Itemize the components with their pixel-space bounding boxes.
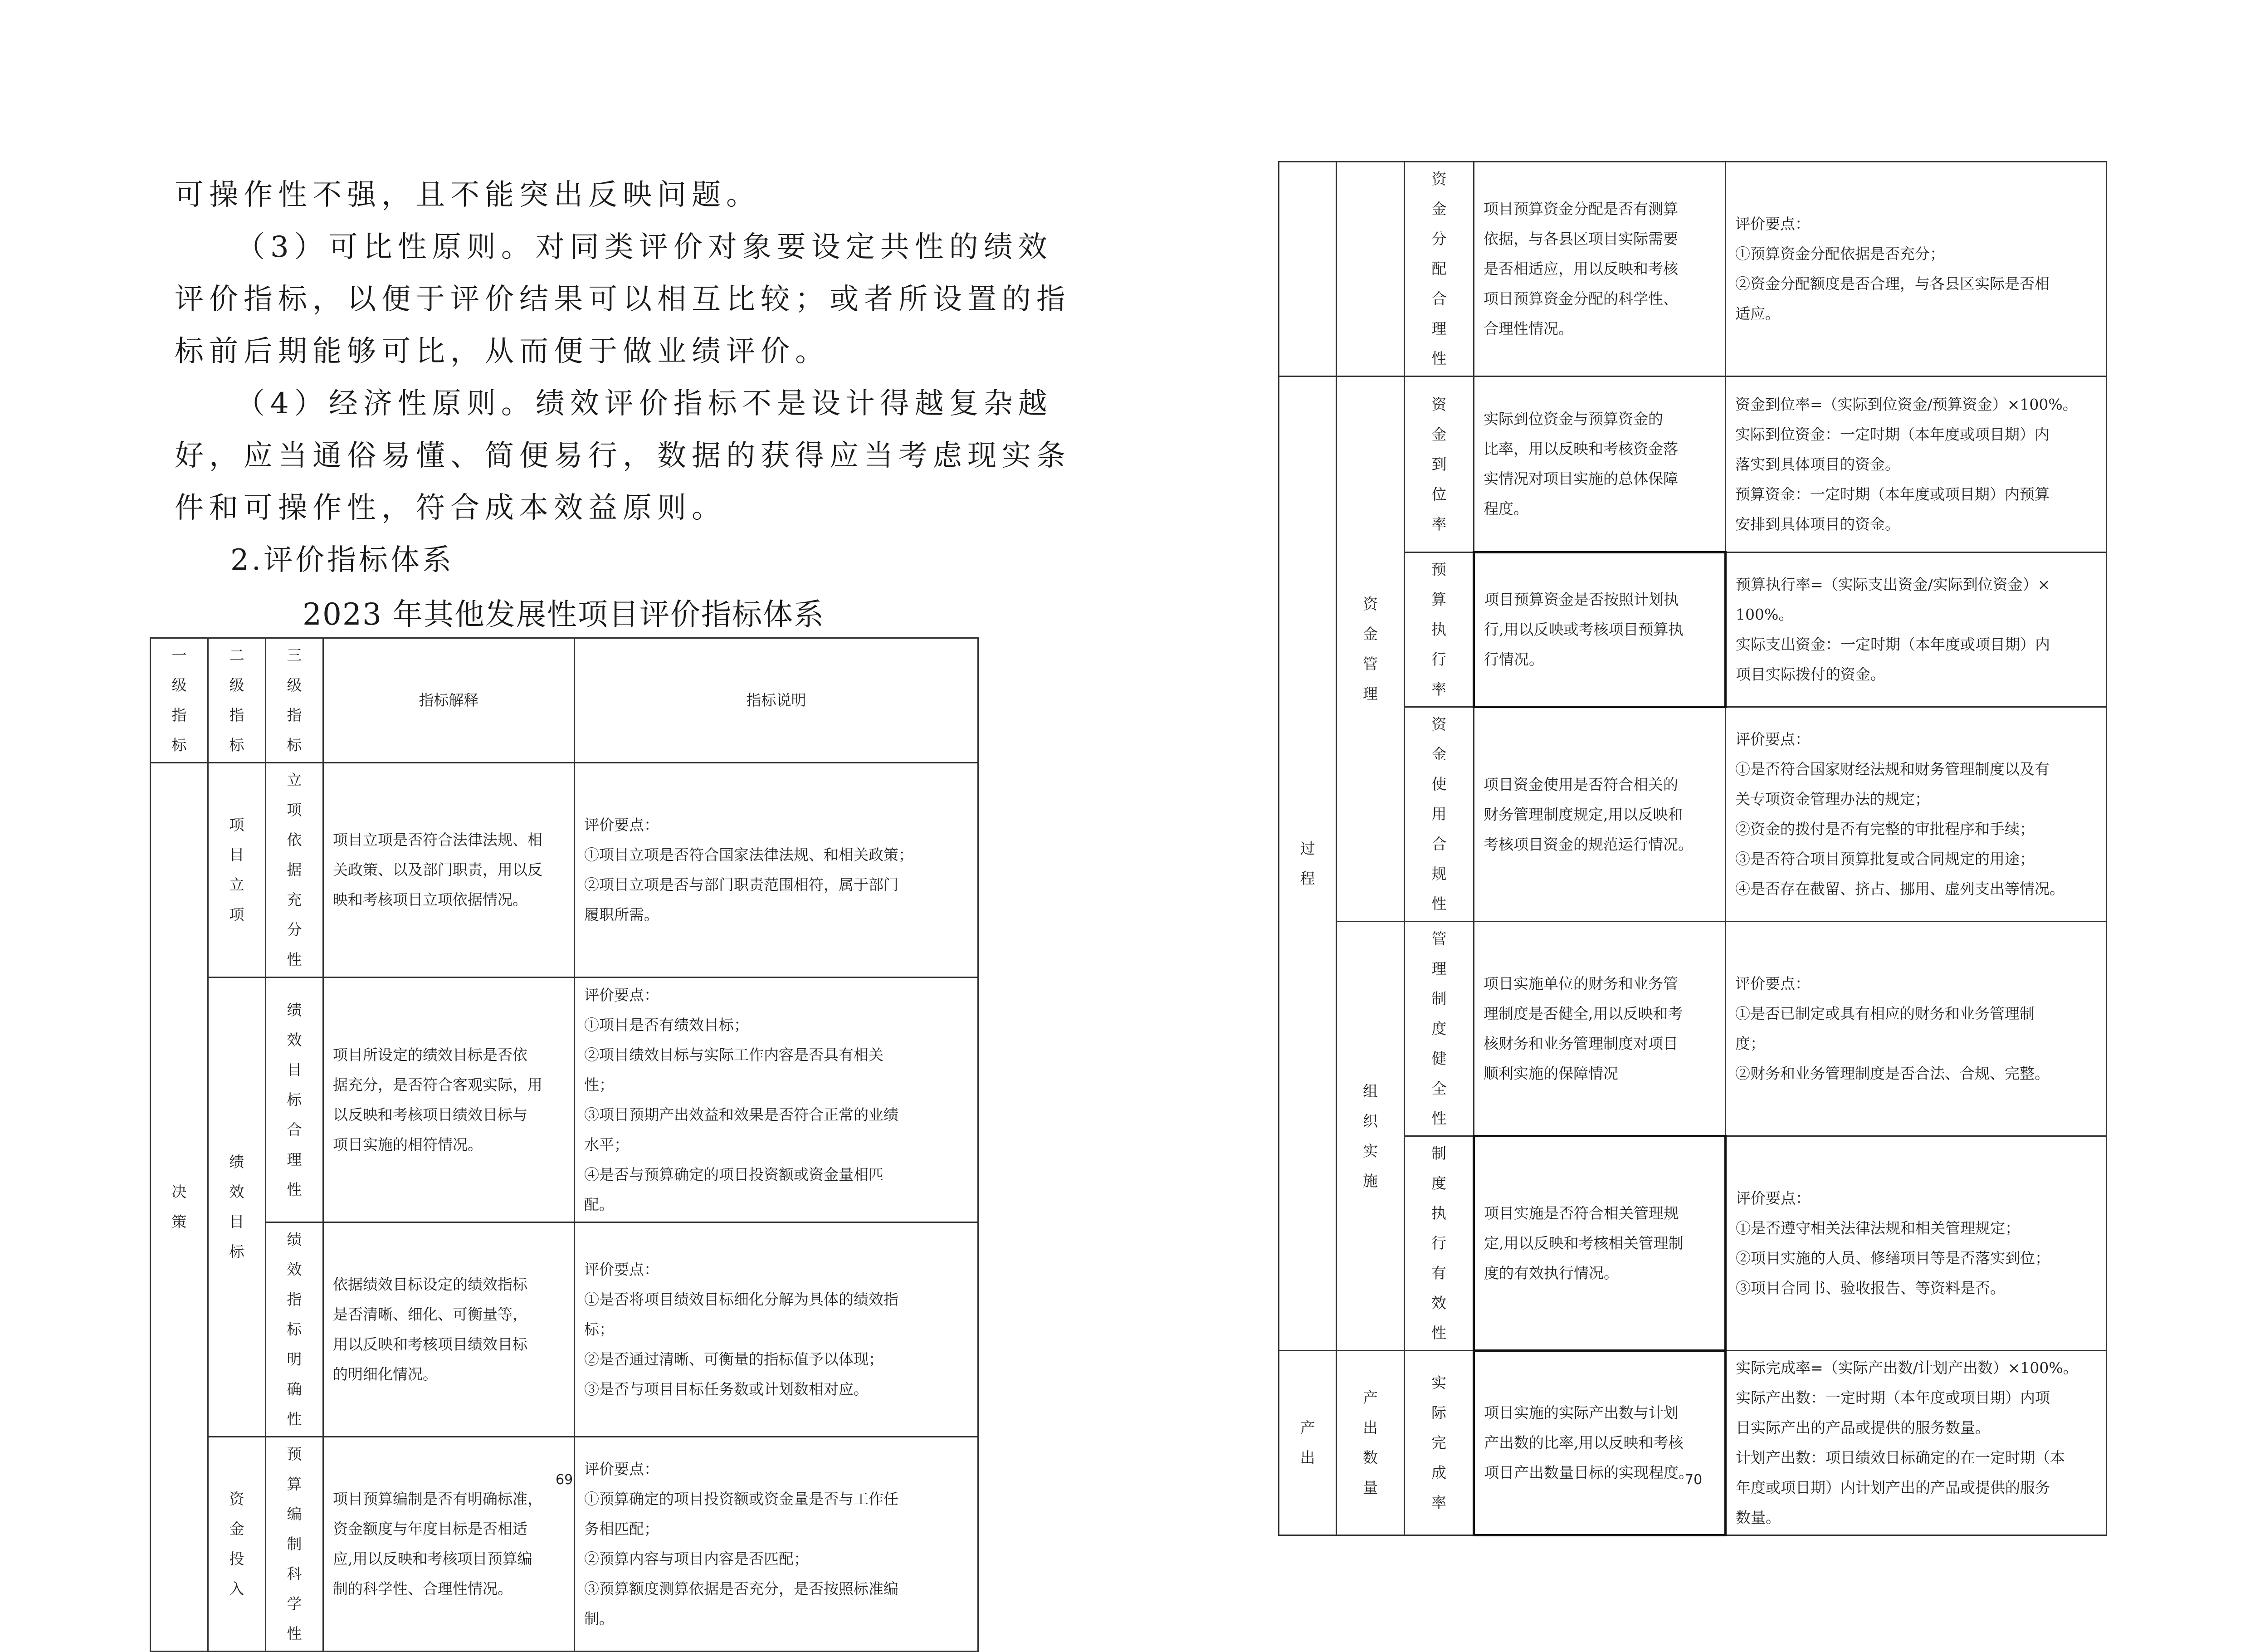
cell-text-line: 项目预算资金分配的科学性、	[1484, 290, 1678, 308]
explanation-cell	[323, 978, 575, 1222]
cell-text-line: 项目实际拨付的资金。	[1736, 665, 1885, 683]
cell-text-line: 项目预算资金分配是否有测算	[1484, 200, 1678, 218]
table-row	[151, 1437, 978, 1652]
cell-text-line: 标；	[584, 1320, 614, 1338]
cell-text-line: 项目实施是否符合相关管理规	[1484, 1204, 1679, 1222]
cell-text-line: 的明细化情况。	[333, 1365, 438, 1383]
header-level3: 三级指标	[266, 638, 323, 763]
paragraph-line: （3）可比性原则。对同类评价对象要设定共性的绩效	[236, 230, 1053, 264]
cell-text-line: 项目立项是否符合法律法规、相	[333, 831, 542, 849]
table-header-row	[151, 638, 978, 763]
cell-text-line: 资金到位率=（实际到位资金/预算资金）×100%。	[1735, 395, 2078, 413]
page-number: 70	[1685, 1472, 1703, 1488]
cell-text-line: 预算资金：一定时期（本年度或项目期）内预算	[1735, 485, 2050, 503]
cell-text-line: ③项目预期产出效益和效果是否符合正常的业绩	[584, 1105, 898, 1124]
cell-text-line: 实际支出资金：一定时期（本年度或项目期）内	[1736, 635, 2050, 653]
level3-cell: 资金到位率	[1405, 376, 1474, 552]
explanation-cell	[323, 1437, 575, 1652]
level3-cell: 资金分配合理性	[1405, 162, 1474, 376]
cell-text-line: ③项目合同书、验收报告、等资料是否。	[1736, 1279, 2005, 1297]
description-cell	[1726, 922, 2107, 1136]
cell-text-line: ③是否与项目目标任务数或计划数相对应。	[584, 1380, 869, 1398]
description-cell	[1726, 707, 2107, 922]
cell-text-line: 年度或项目期）内计划产出的产品或提供的服务	[1736, 1479, 2050, 1496]
cell-text-line: 落实到具体项目的资金。	[1735, 455, 1900, 473]
cell-text-line: 适应。	[1735, 305, 1780, 323]
cell-text-line: 资金额度与年度目标是否相适	[333, 1520, 527, 1538]
level2-cell: 组织实施	[1337, 922, 1405, 1351]
cell-text-line: 项目预算编制是否有明确标准，	[333, 1490, 542, 1508]
cell-text-line: 产出数的比率,用以反映和考核	[1484, 1434, 1684, 1452]
cell-text-line: 关政策、以及部门职责，用以反	[333, 861, 542, 879]
table-row	[1279, 1351, 2107, 1535]
page-left	[0, 0, 1125, 1642]
cell-text-line: 核财务和业务管理制度对项目	[1484, 1034, 1678, 1052]
cell-text-line: 关专项资金管理办法的规定；	[1735, 790, 1930, 808]
explanation-cell	[323, 763, 575, 978]
cell-text-line: 项目所设定的绩效目标是否依	[333, 1046, 527, 1064]
explanation-cell	[1474, 376, 1726, 552]
cell-text-line: ①项目是否有绩效目标；	[584, 1016, 749, 1034]
cell-text-line: 数量。	[1736, 1509, 1781, 1526]
level3-cell: 绩效目标合理性	[266, 978, 323, 1222]
level3-cell: 预算执行率	[1405, 552, 1474, 707]
cell-text-line: 度；	[1735, 1035, 1765, 1052]
description-cell	[1726, 162, 2107, 376]
explanation-cell	[1474, 707, 1726, 922]
cell-text-line: 行,用以反映或考核项目预算执	[1484, 621, 1684, 638]
cell-text-line: ②项目绩效目标与实际工作内容是否具有相关	[584, 1046, 883, 1064]
cell-text-line: 评价要点：	[584, 1261, 659, 1278]
cell-text-line: 实际产出数：一定时期（本年度或项目期）内项	[1736, 1389, 2050, 1407]
cell-text-line: 应,用以反映和考核项目预算编	[333, 1550, 532, 1568]
explanation-cell	[1474, 1351, 1726, 1535]
cell-text-line: ④是否与预算确定的项目投资额或资金量相匹	[584, 1165, 883, 1183]
paragraph-line: 件和可操作性，符合成本效益原则。	[175, 491, 726, 525]
cell-text-line: ①预算资金分配依据是否充分；	[1735, 245, 1945, 263]
cell-text-line: 是否相适应，用以反映和考核	[1484, 260, 1678, 278]
description-cell	[1726, 376, 2107, 552]
level3-cell: 实际完成率	[1405, 1351, 1474, 1535]
cell-text-line: 程度。	[1484, 500, 1528, 518]
description-cell	[575, 1437, 978, 1652]
cell-text-line: 制的科学性、合理性情况。	[333, 1580, 512, 1598]
cell-text-line: 考核项目资金的规范运行情况。	[1484, 835, 1693, 853]
cell-text-line: 项目预算资金是否按照计划执	[1484, 591, 1679, 608]
cell-text-line: 计划产出数：项目绩效目标确定的在一定时期（本	[1736, 1449, 2065, 1466]
explanation-cell	[1474, 552, 1726, 707]
cell-text-line: 评价要点：	[584, 1460, 659, 1478]
cell-text-line: 评价要点：	[1735, 215, 1810, 233]
table-row	[1279, 376, 2107, 552]
cell-text-line: ①预算确定的项目投资额或资金量是否与工作任	[584, 1490, 898, 1508]
level1-cell: 产出	[1279, 1351, 1337, 1535]
table-row	[151, 763, 978, 978]
table-row	[151, 1222, 978, 1437]
cell-text-line: 评价要点：	[1735, 730, 1810, 748]
header-description: 指标说明	[575, 638, 978, 763]
cell-text-line: ③是否符合项目预算批复或合同规定的用途；	[1735, 850, 2035, 868]
cell-text-line: 务相匹配；	[584, 1520, 659, 1538]
cell-text-line: 行情况。	[1484, 650, 1544, 668]
cell-text-line: 实情况对项目实施的总体保障	[1484, 470, 1678, 488]
description-cell	[575, 978, 978, 1222]
page-number: 69	[556, 1472, 573, 1488]
paragraph-line: 可操作性不强，且不能突出反映问题。	[175, 178, 761, 212]
description-cell	[575, 1222, 978, 1437]
level3-cell: 绩效指标明确性	[266, 1222, 323, 1437]
level2-cell: 绩效目标	[208, 978, 266, 1437]
cell-text-line: 用以反映和考核项目绩效目标	[333, 1335, 527, 1353]
cell-text-line: 项目产出数量目标的实现程度。	[1484, 1464, 1694, 1481]
cell-text-line: ②项目实施的人员、修缮项目等是否落实到位；	[1736, 1249, 2050, 1267]
section-heading: 2.评价指标体系	[230, 543, 454, 577]
indicator-table	[150, 637, 979, 1652]
cell-text-line: 制。	[584, 1610, 614, 1628]
cell-text-line: 依据，与各县区项目实际需要	[1484, 230, 1678, 248]
explanation-cell	[1474, 922, 1726, 1136]
explanation-cell	[1474, 1136, 1726, 1351]
cell-text-line: 是否清晰、细化、可衡量等，	[333, 1305, 527, 1323]
level3-cell: 制度执行有效性	[1405, 1136, 1474, 1351]
table-row	[1279, 922, 2107, 1136]
cell-text-line: 实际完成率=（实际产出数/计划产出数）×100%。	[1736, 1359, 2078, 1377]
level2-cell: 项目立项	[208, 763, 266, 978]
level3-cell: 立项依据充分性	[266, 763, 323, 978]
level2-cell	[1337, 162, 1405, 376]
paragraph-line: 标前后期能够可比，从而便于做业绩评价。	[175, 335, 830, 368]
cell-text-line: 水平；	[584, 1135, 629, 1153]
cell-text-line: 性；	[584, 1075, 614, 1094]
cell-text-line: ②项目立项是否与部门职责范围相符，属于部门	[584, 876, 898, 894]
cell-text-line: 项目实施单位的财务和业务管	[1484, 974, 1678, 992]
header-level1: 一级指标	[151, 638, 208, 763]
table-title: 2023 年其他发展性项目评价指标体系	[303, 597, 825, 632]
header-level2: 二级指标	[208, 638, 266, 763]
description-cell	[1726, 1136, 2107, 1351]
cell-text-line: 据充分，是否符合客观实际，用	[333, 1075, 542, 1094]
cell-text-line: ②预算内容与项目内容是否匹配；	[584, 1550, 809, 1568]
cell-text-line: ①是否已制定或具有相应的财务和业务管理制	[1735, 1005, 2035, 1022]
level1-cell: 过程	[1279, 376, 1337, 1351]
cell-text-line: 理制度是否健全,用以反映和考	[1484, 1004, 1683, 1022]
cell-text-line: 度的有效执行情况。	[1484, 1264, 1619, 1282]
cell-text-line: ①是否遵守相关法律法规和相关管理规定；	[1736, 1219, 2020, 1237]
explanation-cell	[1474, 162, 1726, 376]
table-row	[151, 978, 978, 1222]
level1-cell: 决策	[151, 763, 208, 1652]
cell-text-line: ②资金的拨付是否有完整的审批程序和手续；	[1735, 820, 2035, 838]
cell-text-line: 合理性情况。	[1484, 320, 1573, 337]
cell-text-line: 100%。	[1736, 606, 1794, 623]
cell-text-line: 预算执行率=（实际支出资金/实际到位资金）×	[1736, 576, 2050, 593]
cell-text-line: 比率，用以反映和考核资金落	[1484, 440, 1678, 458]
paragraph-line: 好，应当通俗易懂、简便易行，数据的获得应当考虑现实条	[175, 439, 1071, 473]
cell-text-line: 履职所需。	[584, 906, 659, 924]
cell-text-line: 财务管理制度规定,用以反映和	[1484, 805, 1683, 823]
cell-text-line: 定,用以反映和考核相关管理制	[1484, 1234, 1684, 1252]
cell-text-line: ①项目立项是否符合国家法律法规、和相关政策；	[584, 846, 913, 864]
level3-cell: 管理制度健全性	[1405, 922, 1474, 1136]
cell-text-line: 实际到位资金与预算资金的	[1484, 410, 1663, 428]
level1-cell	[1279, 162, 1337, 376]
cell-text-line: 评价要点：	[584, 986, 659, 1004]
level3-cell: 预算编制科学性	[266, 1437, 323, 1652]
cell-text-line: ②资金分配额度是否合理，与各县区实际是否相	[1735, 275, 2050, 293]
cell-text-line: 项目实施的实际产出数与计划	[1484, 1404, 1679, 1422]
description-cell	[575, 763, 978, 978]
cell-text-line: 评价要点：	[1735, 975, 1810, 992]
table-row	[1279, 162, 2107, 376]
description-cell	[1726, 1351, 2107, 1535]
indicator-table-continued	[1278, 161, 2107, 1536]
paragraph-line: 评价指标，以便于评价结果可以相互比较；或者所设置的指	[175, 283, 1071, 316]
cell-text-line: 依据绩效目标设定的绩效指标	[333, 1276, 527, 1293]
header-explanation: 指标解释	[323, 638, 575, 763]
paragraph-line: （4）经济性原则。绩效评价指标不是设计得越复杂越	[236, 387, 1053, 420]
cell-text-line: 评价要点：	[584, 816, 659, 834]
level2-cell: 资金投入	[208, 1437, 266, 1652]
explanation-cell	[323, 1222, 575, 1437]
level3-cell: 资金使用合规性	[1405, 707, 1474, 922]
cell-text-line: 实际到位资金：一定时期（本年度或项目期）内	[1735, 425, 2050, 443]
cell-text-line: ②财务和业务管理制度是否合法、合规、完整。	[1735, 1065, 2050, 1082]
level2-cell: 产出数量	[1337, 1351, 1405, 1535]
cell-text-line: 目实际产出的产品或提供的服务数量。	[1736, 1419, 1990, 1437]
cell-text-line: 映和考核项目立项依据情况。	[333, 891, 527, 909]
cell-text-line: 配。	[584, 1195, 614, 1213]
cell-text-line: 项目实施的相符情况。	[333, 1135, 483, 1153]
cell-text-line: 以反映和考核项目绩效目标与	[333, 1105, 527, 1124]
cell-text-line: 评价要点：	[1736, 1189, 1811, 1207]
page-right	[1125, 0, 2250, 1591]
cell-text-line: ④是否存在截留、挤占、挪用、虚列支出等情况。	[1735, 880, 2065, 898]
description-cell	[1726, 552, 2107, 707]
cell-text-line: ①是否符合国家财经法规和财务管理制度以及有	[1735, 760, 2050, 778]
cell-text-line: 项目资金使用是否符合相关的	[1484, 775, 1678, 793]
cell-text-line: ③预算额度测算依据是否充分，是否按照标准编	[584, 1580, 898, 1598]
cell-text-line: 安排到具体项目的资金。	[1735, 515, 1900, 533]
cell-text-line: ①是否将项目绩效目标细化分解为具体的绩效指	[584, 1290, 898, 1308]
level2-cell: 资金管理	[1337, 376, 1405, 922]
cell-text-line: 顺利实施的保障情况	[1484, 1064, 1618, 1082]
cell-text-line: ②是否通过清晰、可衡量的指标值予以体现；	[584, 1350, 883, 1368]
